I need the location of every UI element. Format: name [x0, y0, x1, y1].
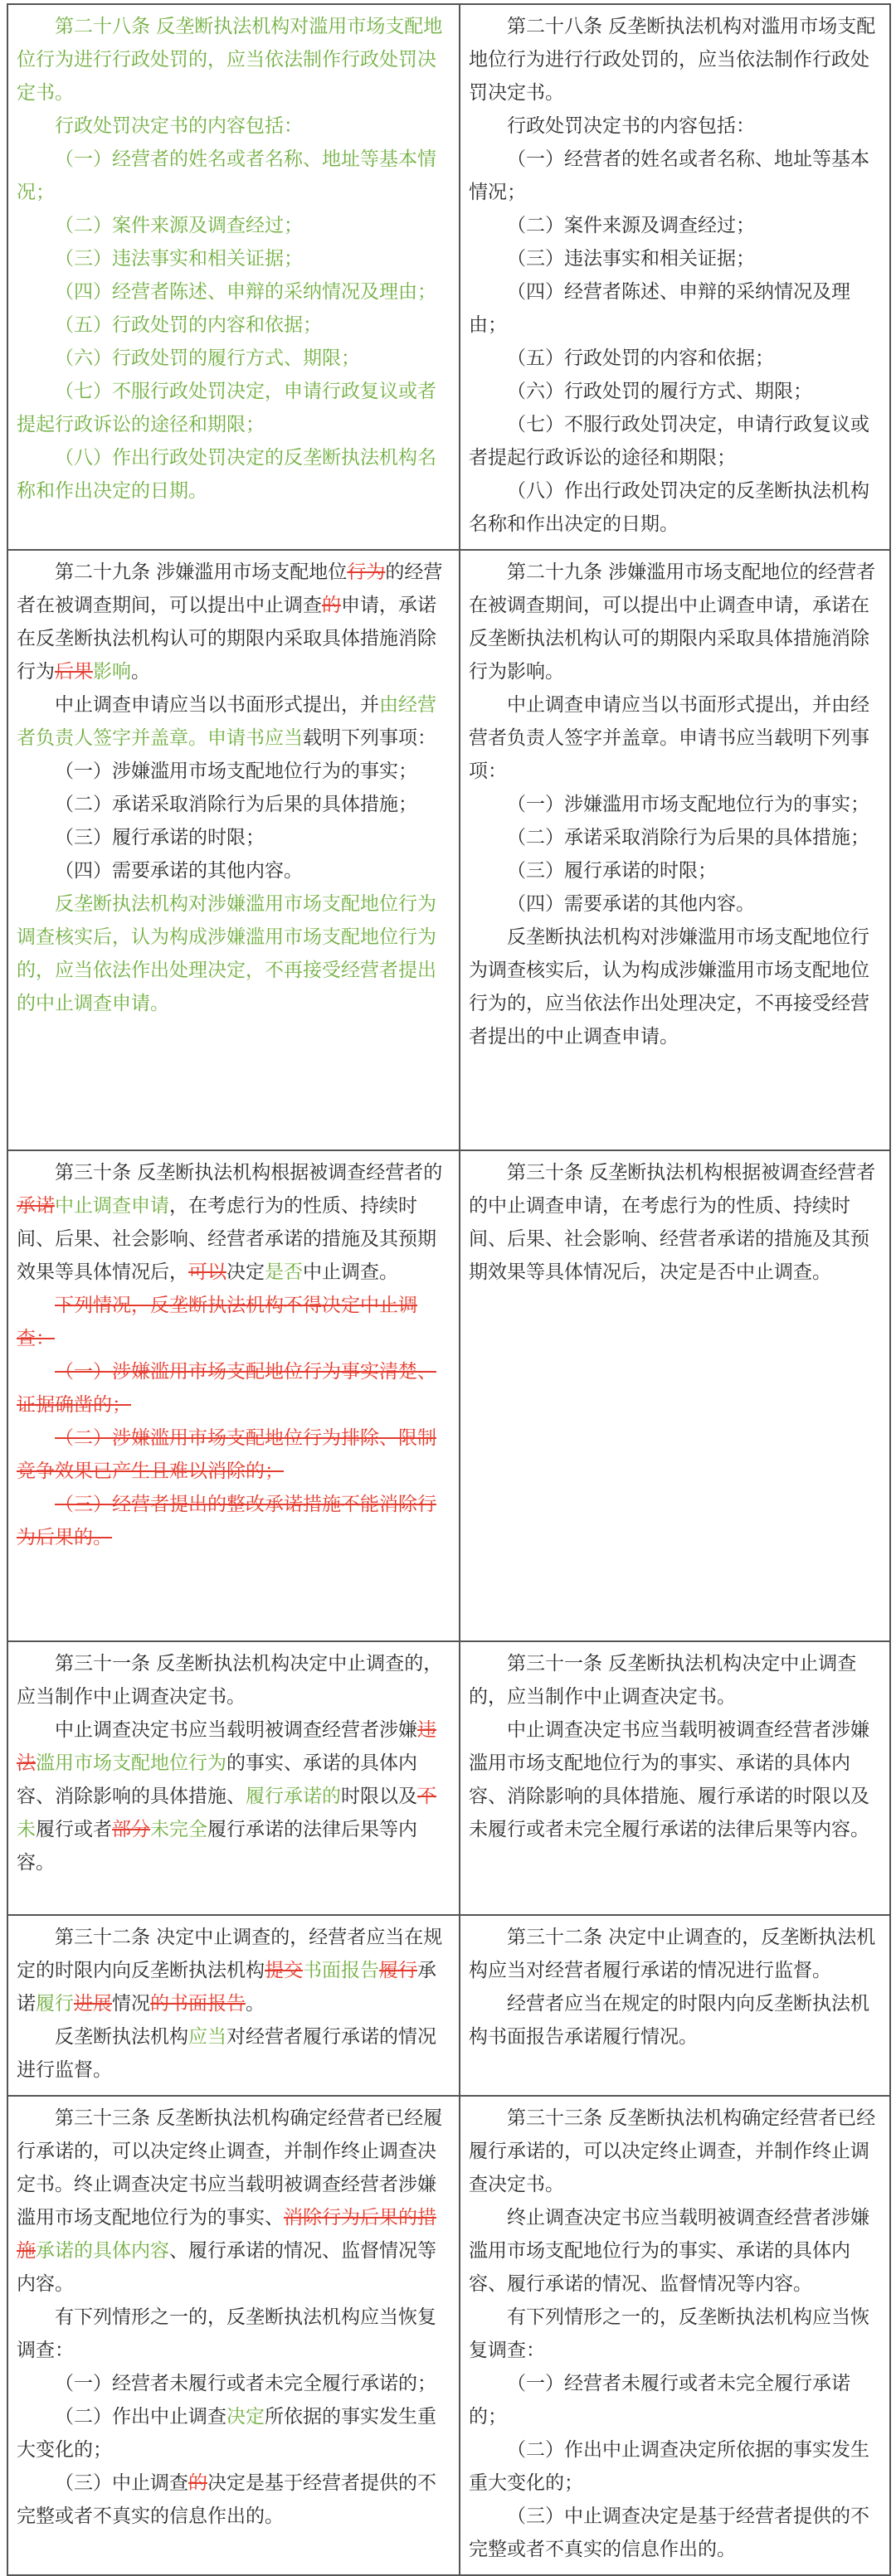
comparison-table-body: [7, 4, 890, 2575]
deleted-text: 行为: [347, 561, 386, 583]
paragraph: [469, 1921, 881, 1987]
changed-text: （六）行政处罚的履行方式、期限；: [55, 348, 360, 369]
paragraph: [17, 209, 450, 242]
changed-text: 履行: [36, 1993, 74, 2015]
paragraph: [469, 921, 881, 1053]
changed-text: 未完全: [150, 1819, 207, 1840]
text-span: 第三十二条 决定中止调查的，反垄断执法机构应当对经营者履行承诺的情况进行监督。: [469, 1927, 876, 1981]
article-row: [7, 550, 890, 1150]
changed-text: 承诺的具体内容: [36, 2240, 169, 2262]
paragraph: [17, 788, 450, 821]
changed-text: 滥用市场支配地位行为: [36, 1752, 226, 1774]
new-text-cell: [460, 1150, 890, 1641]
paragraph: [17, 1422, 450, 1488]
changed-text: 是否: [265, 1261, 303, 1283]
paragraph: [17, 887, 450, 1020]
paragraph: [17, 375, 450, 441]
text-span: （二）承诺采取消除行为后果的具体措施；: [507, 827, 869, 848]
text-span: （五）行政处罚的内容和依据；: [507, 348, 774, 369]
deleted-text: 承诺: [17, 1195, 55, 1217]
paragraph: [469, 10, 881, 109]
text-span: 所依据的事实发生重大变化的；: [17, 2406, 436, 2461]
text-span: 中止调查决定书应当载明被调查经营者涉嫌: [55, 1719, 417, 1741]
paragraph: [17, 242, 450, 275]
paragraph: [469, 688, 881, 788]
paragraph: [17, 1355, 450, 1422]
text-span: 第三十三条 反垄断执法机构确定经营者已经履行承诺的，可以决定终止调查，并制作终止调查决定书。: [469, 2107, 876, 2195]
article-row: [7, 1150, 890, 1641]
changed-text: （一）经营者的姓名或者名称、地址等基本情况；: [17, 148, 436, 203]
paragraph: [17, 688, 450, 755]
text-span: 第二十九条 涉嫌滥用市场支配地位: [55, 561, 348, 583]
deleted-text: 后果: [55, 661, 93, 683]
text-span: （二）案件来源及调查经过；: [507, 215, 755, 236]
text-span: 对经营者履行承诺的情况进行监督。: [17, 2026, 436, 2081]
old-text-cell: [7, 4, 460, 550]
changed-text: 书面报告: [303, 1960, 379, 1981]
text-span: 的事实、承诺的具体内容、消除影响的具体措施、: [17, 1752, 417, 1807]
text-span: 决定: [226, 1261, 265, 1283]
paragraph: [17, 1713, 450, 1879]
text-span: （四）需要承诺的其他内容。: [507, 893, 755, 915]
old-text-cell: [7, 1150, 460, 1641]
paragraph: [469, 556, 881, 688]
text-span: （三）违法事实和相关证据；: [507, 248, 755, 270]
text-span: 承诺: [17, 1960, 436, 2015]
paragraph: [17, 143, 450, 209]
changed-text: （四）经营者陈述、申辩的采纳情况及理由；: [55, 281, 436, 303]
paragraph: [17, 342, 450, 375]
text-span: 申请，承诺在反垄断执法机构认可的期限内采取具体措施消除行为: [17, 595, 436, 683]
deleted-text: 消除行为后果的措施: [17, 2207, 436, 2262]
new-text-cell: [460, 2096, 890, 2575]
paragraph: [469, 2102, 881, 2201]
text-span: 第二十九条 涉嫌滥用市场支配地位的经营者在被调查期间，可以提出中止调查申请，承诺在反垄断执法机构认可的期限内采取具体措施消除行为影响。: [469, 561, 876, 683]
text-span: 有下列情形之一的，反垄断执法机构应当恢复调查：: [469, 2306, 869, 2361]
paragraph: [469, 2500, 881, 2566]
text-span: 第二十八条 反垄断执法机构对滥用市场支配地位行为进行行政处罚的，应当依法制作行政处罚决定书。: [469, 16, 876, 104]
deleted-text: 进展: [74, 1993, 112, 2015]
deleted-text: 违法: [17, 1719, 436, 1774]
paragraph: [469, 242, 881, 275]
paragraph: [469, 887, 881, 921]
text-span: 第三十一条 反垄断执法机构决定中止调查的，应当制作中止调查决定书。: [469, 1653, 857, 1708]
text-span: 反垄断执法机构: [55, 2026, 188, 2048]
text-span: 终止调查决定书应当载明被调查经营者涉嫌滥用市场支配地位行为的事实、承诺的具体内容、履行承诺的情况、监督情况等内容。: [469, 2207, 869, 2295]
paragraph: [17, 2467, 450, 2533]
text-span: 。: [246, 1993, 265, 2015]
paragraph: [469, 788, 881, 821]
text-span: 、履行承诺的情况、监督情况等内容。: [17, 2240, 436, 2295]
old-text-cell: [7, 2096, 460, 2575]
text-span: 第三十条 反垄断执法机构根据被调查经营者的中止调查申请，在考虑行为的性质、持续时间、后果、社会影响、经营者承诺的措施及其预期效果等具体情况后，决定是否中止调查。: [469, 1162, 876, 1283]
text-span: 中止调查申请应当以书面形式提出，并由经营者负责人签字并盖章。申请书应当载明下列事项：: [469, 694, 869, 782]
paragraph: [17, 10, 450, 109]
changed-text: （五）行政处罚的内容和依据；: [55, 314, 322, 336]
deleted-text: （三）经营者提出的整改承诺措施不能消除行为后果的。: [17, 1494, 436, 1548]
deleted-text: 下列情况，反垄断执法机构不得决定中止调查：: [17, 1295, 417, 1349]
paragraph: [17, 854, 450, 887]
text-span: （三）中止调查: [55, 2472, 188, 2494]
changed-text: 履行承诺的: [246, 1786, 341, 1807]
new-text-cell: [460, 4, 890, 550]
old-text-cell: [7, 1641, 460, 1915]
text-span: （三）履行承诺的时限；: [507, 860, 717, 882]
text-span: 第三十三条 反垄断执法机构确定经营者已经履行承诺的，可以决定终止调查，并制作终止调查决定书。终止调查决定书应当载明被调查经营者涉嫌滥用市场支配地位行为的事实、: [17, 2107, 443, 2228]
text-span: 载明下列事项：: [303, 727, 436, 749]
deleted-text: 可以: [188, 1261, 226, 1283]
deleted-text: 的: [322, 595, 341, 616]
text-span: 中止调查申请应当以书面形式提出，并: [55, 694, 379, 716]
paragraph: [17, 2102, 450, 2301]
paragraph: [17, 2367, 450, 2400]
paragraph: [17, 2400, 450, 2467]
changed-text: 反垄断执法机构对涉嫌滥用市场支配地位行为调查核实后，认为构成涉嫌滥用市场支配地位行为的，应当依法作出处理决定，不再接受经营者提出的中止调查申请。: [17, 893, 436, 1014]
paragraph: [469, 408, 881, 474]
new-text-cell: [460, 1915, 890, 2096]
text-span: 时限以及: [341, 1786, 417, 1807]
paragraph: [17, 2020, 450, 2087]
changed-text: 应当: [188, 2026, 226, 2048]
text-span: （三）中止调查决定是基于经营者提供的不完整或者不真实的信息作出的。: [469, 2506, 869, 2560]
text-span: 经营者应当在规定的时限内向反垄断执法机构书面报告承诺履行情况。: [469, 1993, 869, 2048]
paragraph: [17, 1647, 450, 1713]
changed-text: （七）不服行政处罚决定，申请行政复议或者提起行政诉讼的途径和期限；: [17, 381, 436, 435]
paragraph: [17, 1289, 450, 1355]
text-span: 行政处罚决定书的内容包括：: [507, 115, 755, 137]
text-span: （一）涉嫌滥用市场支配地位行为的事实；: [55, 761, 417, 782]
changed-text: 决定: [226, 2406, 265, 2428]
paragraph: [17, 275, 450, 309]
paragraph: [469, 821, 881, 854]
text-span: 履行承诺的法律后果等内容。: [17, 1819, 417, 1874]
changed-text: 行政处罚决定书的内容包括：: [55, 115, 303, 137]
paragraph: [469, 1987, 881, 2054]
changed-text: （二）案件来源及调查经过；: [55, 215, 303, 236]
article-row: [7, 1641, 890, 1915]
text-span: 有下列情形之一的，反垄断执法机构应当恢复调查：: [17, 2306, 436, 2361]
text-span: （一）经营者未履行或者未完全履行承诺的；: [469, 2373, 850, 2428]
text-span: 中止调查决定书应当载明被调查经营者涉嫌滥用市场支配地位行为的事实、承诺的具体内容、消除影响的具体措施、履行承诺的时限以及未履行或者未完全履行承诺的法律后果等内容。: [469, 1719, 869, 1840]
paragraph: [469, 2367, 881, 2433]
changed-text: 第二十八条 反垄断执法机构对滥用市场支配地位行为进行行政处罚的，应当依法制作行政处罚决定书。: [17, 16, 443, 104]
changed-text: 影响: [93, 661, 131, 683]
paragraph: [469, 209, 881, 242]
deleted-text: 的: [188, 2472, 207, 2494]
text-span: （一）经营者未履行或者未完全履行承诺的；: [55, 2373, 436, 2394]
text-span: 。: [131, 661, 150, 683]
paragraph: [469, 2301, 881, 2367]
paragraph: [469, 109, 881, 143]
text-span: 反垄断执法机构对涉嫌滥用市场支配地位行为调查核实后，认为构成涉嫌滥用市场支配地位行为的，应当依法作出处理决定，不再接受经营者提出的中止调查申请。: [469, 926, 869, 1047]
paragraph: [17, 556, 450, 688]
text-span: 第三十一条 反垄断执法机构决定中止调查的，应当制作中止调查决定书。: [17, 1653, 443, 1708]
paragraph: [469, 2433, 881, 2500]
paragraph: [17, 1921, 450, 2020]
text-span: 第三十条 反垄断执法机构根据被调查经营者的: [55, 1162, 443, 1184]
paragraph: [17, 821, 450, 854]
changed-text: 未: [17, 1819, 36, 1840]
article-row: [7, 4, 890, 550]
new-text-cell: [460, 1641, 890, 1915]
text-span: 的经营者在被调查期间，可以提出中止调查: [17, 561, 443, 616]
deleted-text: 提交: [265, 1960, 303, 1981]
paragraph: [17, 2301, 450, 2367]
text-span: （七）不服行政处罚决定，申请行政复议或者提起行政诉讼的途径和期限；: [469, 414, 869, 469]
paragraph: [469, 143, 881, 209]
paragraph: [469, 1647, 881, 1713]
changed-text: （八）作出行政处罚决定的反垄断执法机构名称和作出决定的日期。: [17, 447, 436, 502]
paragraph: [469, 854, 881, 887]
new-text-cell: [460, 550, 890, 1150]
text-span: 决定是基于经营者提供的不完整或者不真实的信息作出的。: [17, 2472, 436, 2527]
paragraph: [17, 755, 450, 788]
article-row: [7, 1915, 890, 2096]
text-span: （四）经营者陈述、申辩的采纳情况及理由；: [469, 281, 850, 336]
text-span: 履行或者: [36, 1819, 112, 1840]
comparison-table: [7, 3, 891, 2576]
changed-text: 由经营者负责人签字并盖章。申请书应当: [17, 694, 436, 749]
paragraph: [17, 441, 450, 508]
paragraph: [469, 342, 881, 375]
paragraph: [17, 1488, 450, 1554]
text-span: （三）履行承诺的时限；: [55, 827, 265, 848]
text-span: （六）行政处罚的履行方式、期限；: [507, 381, 812, 402]
old-text-cell: [7, 1915, 460, 2096]
old-text-cell: [7, 550, 460, 1150]
text-span: 第三十二条 决定中止调查的，经营者应当在规定的时限内向反垄断执法机构: [17, 1927, 443, 1981]
paragraph: [469, 375, 881, 408]
text-span: ，在考虑行为的性质、持续时间、后果、社会影响、经营者承诺的措施及其预期效果等具体情况后，: [17, 1195, 436, 1283]
text-span: （一）经营者的姓名或者名称、地址等基本情况；: [469, 148, 869, 203]
article-row: [7, 2096, 890, 2575]
deleted-text: 不: [417, 1786, 436, 1807]
text-span: （四）需要承诺的其他内容。: [55, 860, 303, 882]
paragraph: [469, 275, 881, 342]
paragraph: [469, 474, 881, 541]
text-span: （二）作出中止调查: [55, 2406, 226, 2428]
paragraph: [469, 1156, 881, 1289]
paragraph: [469, 1713, 881, 1846]
deleted-text: 履行: [379, 1960, 417, 1981]
deleted-text: （一）涉嫌滥用市场支配地位行为事实清楚、证据确凿的；: [17, 1361, 436, 1416]
text-span: 情况: [112, 1993, 150, 2015]
text-span: （八）作出行政处罚决定的反垄断执法机构名称和作出决定的日期。: [469, 480, 869, 535]
paragraph: [17, 309, 450, 342]
text-span: （二）承诺采取消除行为后果的具体措施；: [55, 794, 417, 815]
deleted-text: （二）涉嫌滥用市场支配地位行为排除、限制竞争效果已产生且难以消除的；: [17, 1427, 436, 1482]
deleted-text: 部分: [112, 1819, 150, 1840]
changed-text: （三）违法事实和相关证据；: [55, 248, 303, 270]
text-span: （一）涉嫌滥用市场支配地位行为的事实；: [507, 794, 869, 815]
paragraph: [17, 109, 450, 143]
text-span: 中止调查。: [303, 1261, 398, 1283]
changed-text: 中止调查申请: [55, 1195, 169, 1217]
text-span: （二）作出中止调查决定所依据的事实发生重大变化的；: [469, 2439, 869, 2494]
paragraph: [469, 2201, 881, 2301]
paragraph: [17, 1156, 450, 1289]
deleted-text: 的书面报告: [150, 1993, 246, 2015]
